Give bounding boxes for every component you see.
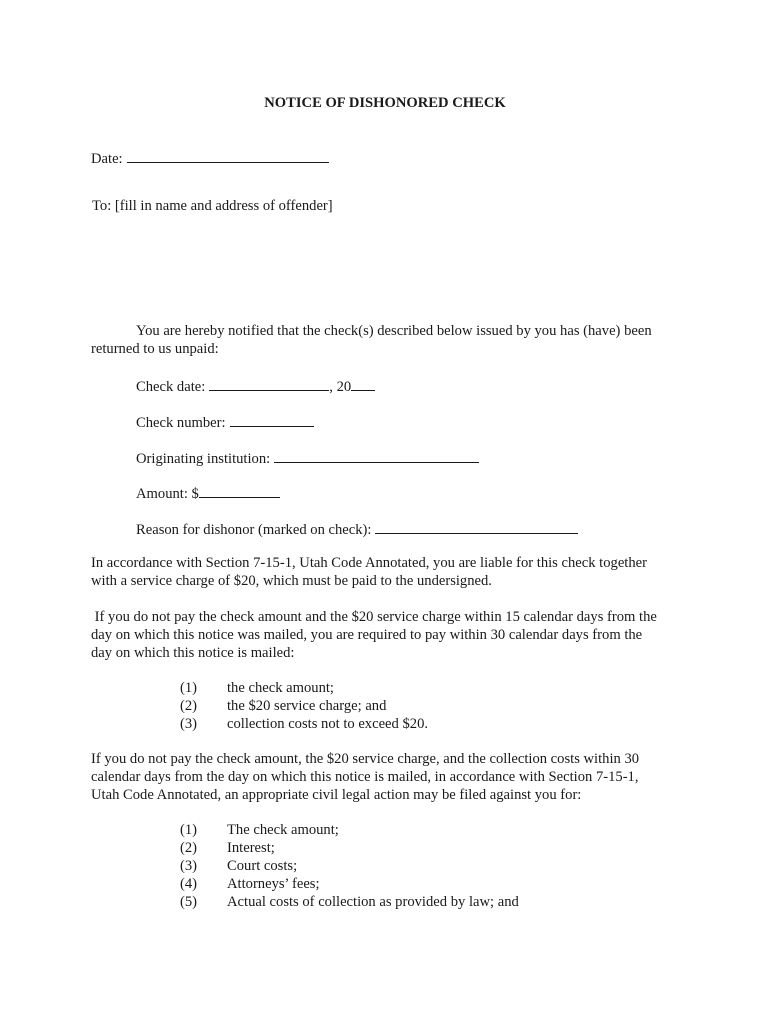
check-number-blank[interactable] [230,412,314,427]
list-number: (3) [180,716,198,732]
list-number: (4) [180,876,198,892]
check-year-blank[interactable] [351,376,375,391]
date-line [91,148,329,168]
list-text: The check amount; [227,822,339,838]
check-date-suffix: , 20 [329,379,352,395]
reason-line [136,519,578,539]
list-number: (2) [180,698,198,714]
check-date-line [136,376,375,396]
para3-line-1: If you do not pay the check amount, the $20 service charge, and the collection costs within 30 [91,751,640,767]
amount-label: Amount: $ [136,486,199,502]
reason-blank[interactable] [375,519,578,534]
originating-institution-label: Originating institution: [136,451,271,467]
amount-line [136,483,280,503]
list-text: Actual costs of collection as provided by law; and [227,894,519,910]
originating-institution-blank[interactable] [274,448,479,463]
list-text: the $20 service charge; and [227,698,387,714]
para1-line-2: with a service charge of $20, which must be paid to the undersigned. [91,573,492,589]
para2-line-1: If you do not pay the check amount and the $20 service charge within 15 calendar days from the [91,609,657,625]
list-text: Court costs; [227,858,298,874]
para2-line-2: day on which this notice was mailed, you are required to pay within 30 calendar days from the [91,627,643,643]
list-number: (3) [180,858,198,874]
date-label: Date: [91,151,123,167]
list-text: Attorneys’ fees; [227,876,320,892]
document-title: NOTICE OF DISHONORED CHECK [264,95,506,111]
reason-label: Reason for dishonor (marked on check): [136,522,372,538]
check-date-label: Check date: [136,379,206,395]
list-number: (1) [180,680,198,696]
list-number: (2) [180,840,198,856]
para3-line-2: calendar days from the day on which this notice is mailed, in accordance with Section 7-15-1, [91,769,639,785]
list-text: collection costs not to exceed $20. [227,716,429,732]
date-blank[interactable] [127,148,329,163]
para2-line-3: day on which this notice is mailed: [91,645,295,661]
originating-institution-line [136,448,479,468]
list-text: the check amount; [227,680,334,696]
list-text: Interest; [227,840,275,856]
check-number-label: Check number: [136,415,226,431]
list-number: (1) [180,822,198,838]
intro-line-1: You are hereby notified that the check(s) described below issued by you has (have) been [136,323,652,339]
check-date-blank[interactable] [209,376,329,391]
para1-line-1: In accordance with Section 7-15-1, Utah Code Annotated, you are liable for this check together [91,555,647,571]
list-number: (5) [180,894,198,910]
intro-line-2: returned to us unpaid: [91,341,219,357]
check-number-line [136,412,314,432]
amount-blank[interactable] [199,483,280,498]
para3-line-3: Utah Code Annotated, an appropriate civil legal action may be filed against you for: [91,787,582,803]
recipient-line: To: [fill in name and address of offender] [92,198,333,214]
